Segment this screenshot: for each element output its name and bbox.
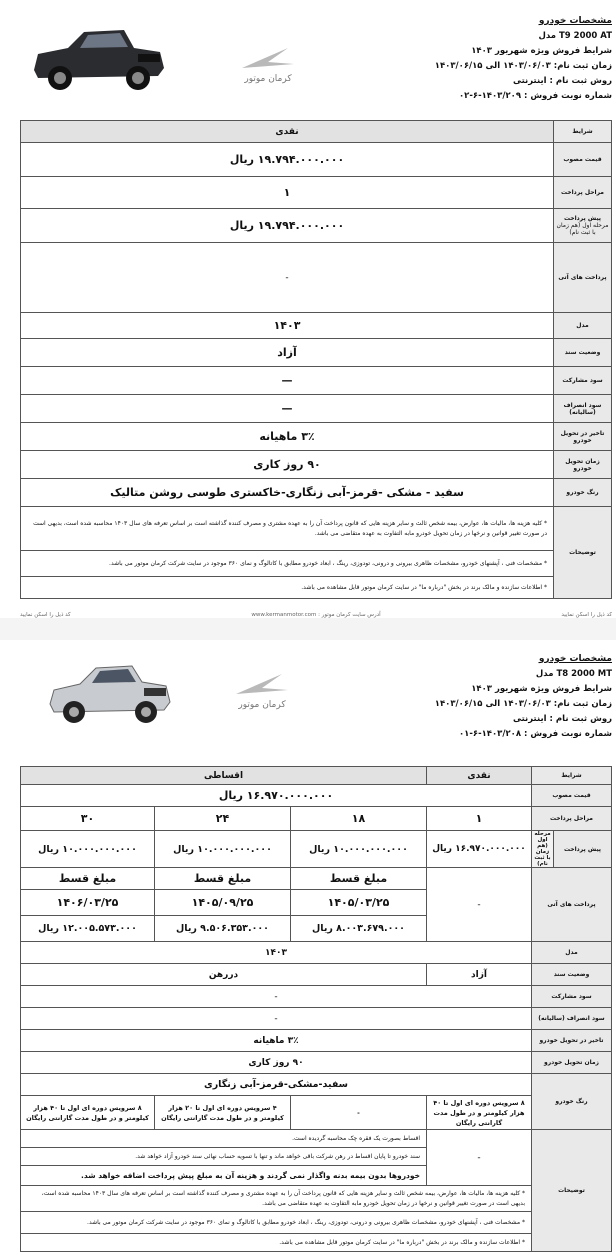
sale-line-2: شرایط فروش ویژه شهریور ۱۴۰۳: [471, 684, 612, 694]
installment-amount-18: ۸.۰۰۳.۶۷۹.۰۰۰ ریال: [291, 916, 427, 942]
value-profit-2: -: [21, 986, 532, 1008]
installment-date-30: ۱۴۰۶/۰۳/۲۵: [21, 890, 155, 916]
label-delivery-2: زمان تحویل خودرو: [532, 1052, 612, 1074]
installment-header-1: مبلغ قسط: [291, 868, 427, 890]
label-conditions: شرایط: [554, 121, 612, 143]
label-cancel-2: سود انصراف (سالیانه): [532, 1008, 612, 1030]
label-color: رنگ خودرو: [554, 479, 612, 507]
value-conditions: نقدی: [21, 121, 554, 143]
value-color: سفید - مشکی -قرمز-آبی زنگاری-خاکستری طوسی روشن متالیک: [21, 479, 554, 507]
label-color-2: رنگ خودرو: [532, 1074, 612, 1130]
install-note-1: اقساط بصورت یک فقره چک محاسبه گردیده است.: [21, 1130, 427, 1148]
installment-header-3: مبلغ قسط: [21, 868, 155, 890]
value-model: ۱۴۰۳: [21, 313, 554, 339]
pickup-truck-image-icon: [28, 18, 168, 98]
label-first-pay-2: پیش پرداخت: [554, 831, 612, 868]
note-2-3: * اطلاعات سازنده و مالک برند در بخش "درباره ما" در سایت کرمان موتور قابل مشاهده می باشد.: [21, 1234, 532, 1252]
note-1: * کلیه هزینه ها، مالیات ها، عوارض، بیمه شخص ثالث و سایر هزینه هایی که قانون پرداخت آن را به عهده مشتری و مصرف کننده گذاشته است بر اساس تعرفه های سال ۱۴۰۳ محاسبه شده است، بدیهی است در صورت تغییر قوانین و نرخها در زمان تحویل خودرو مابه التفاوت به عهده متقاضی می باشد.: [21, 507, 554, 551]
value-stages: ۱: [21, 177, 554, 209]
stages-24: ۲۴: [155, 807, 291, 831]
label-profit: سود مشارکت: [554, 367, 612, 395]
value-model-2: ۱۴۰۳: [21, 942, 532, 964]
note-3: * اطلاعات سازنده و مالک برند در بخش "درباره ما" در سایت کرمان موتور قابل مشاهده می باشد.: [21, 577, 554, 599]
label-first-pay-sub: مرحله اول (هم زمان با ثبت نام): [532, 831, 554, 868]
value-delivery: ۹۰ روز کاری: [21, 451, 554, 479]
installment-amount-24: ۹.۵۰۶.۳۵۳.۰۰۰ ریال: [155, 916, 291, 942]
conditions-table: [20, 120, 612, 599]
service-18: -: [291, 1096, 427, 1130]
service-24: ۴ سرویس دوره ای اول تا ۲۰ هزار کیلومتر و در طول مدت گارانتی رایگان: [155, 1096, 291, 1130]
label-notes: توضیحات: [554, 507, 612, 599]
value-color-2: سفید-مشکی-قرمز-آبی زنگاری: [21, 1074, 532, 1096]
model-line: مدل T9 2000 AT: [538, 31, 612, 41]
spec-title: مشخصات خودرو: [538, 16, 612, 26]
turn-number: شماره نوبت فروش : ۱۴۰۳/۲۰۹-۶-۰۲: [458, 91, 612, 101]
pickup-truck-silver-image-icon: [44, 652, 174, 732]
spec-title-2: مشخصات خودرو: [538, 654, 612, 664]
label-price-2: قیمت مصوب: [532, 785, 612, 807]
label-cancel: سود انصراف (سالیانه): [554, 395, 612, 423]
future-cash: -: [427, 868, 532, 942]
reg-method-2: روش ثبت نام : اینترنتی: [512, 714, 612, 724]
stages-30: ۳۰: [21, 807, 155, 831]
doc-cash: آزاد: [427, 964, 532, 986]
note-2-2: * مشخصات فنی ، آپشنهای خودرو، مشخصات ظاهری بیرونی و درونی، تودوزی، رینگ ، ابعاد خودرو مطابق با کاتالوگ و نمای ۳۶۰ موجود در سایت شرکت کرمان موتور می باشد.: [21, 1212, 532, 1234]
label-first-pay: پیش پرداخت مرحله اول (هم زمان با ثبت نام): [554, 209, 612, 243]
price-sheet-t9: [0, 0, 616, 618]
value-price-2: ۱۶.۹۷۰.۰۰۰.۰۰۰ ریال: [21, 785, 532, 807]
reg-time-2: زمان ثبت نام: ۱۴۰۳/۰۶/۰۳ الی ۱۴۰۳/۰۶/۱۵: [434, 699, 612, 709]
label-profit-2: سود مشارکت: [532, 986, 612, 1008]
value-profit: —: [21, 367, 554, 395]
label-conditions-2: شرایط: [532, 767, 612, 785]
stages-cash: ۱: [427, 807, 532, 831]
price-sheet-t8: [0, 640, 616, 1255]
value-first-pay: ۱۹.۷۹۴.۰۰۰.۰۰۰ ریال: [21, 209, 554, 243]
spec-block-2: [435, 652, 612, 742]
label-price: قیمت مصوب: [554, 143, 612, 177]
head-cash: نقدی: [427, 767, 532, 785]
value-future: -: [21, 243, 554, 313]
footer-code-2: کد ذیل را اسکن نمایید: [20, 612, 71, 618]
sale-line: شرایط فروش ویژه شهریور ۱۴۰۳: [471, 46, 612, 56]
label-model-2: مدل: [532, 942, 612, 964]
install-note-2: سند خودرو تا پایان اقساط در رهن شرکت باقی خواهد ماند و تنها با تسویه حساب نهائی سند خودرو آزاد خواهد شد.: [21, 1148, 427, 1166]
label-delay-2: تاخیر در تحویل خودرو: [532, 1030, 612, 1052]
install-note-3: خودروها بدون بیمه بدنه واگذار نمی گردند و هزینه آن به مبلغ پیش پرداخت اضافه خواهد شد.: [21, 1166, 427, 1186]
value-delivery-2: ۹۰ روز کاری: [21, 1052, 532, 1074]
logo-mark-icon: [232, 670, 292, 698]
turn-number-2: شماره نوبت فروش : ۱۴۰۳/۲۰۸-۶-۰۱: [458, 729, 612, 739]
head-installment: اقساطی: [21, 767, 427, 785]
reg-time: زمان ثبت نام: ۱۴۰۳/۰۶/۰۳ الی ۱۴۰۳/۰۶/۱۵: [434, 61, 612, 71]
label-model: مدل: [554, 313, 612, 339]
label-delivery: زمان تحویل خودرو: [554, 451, 612, 479]
label-future-2: پرداخت های آتی: [532, 868, 612, 942]
installment-date-24: ۱۴۰۵/۰۹/۲۵: [155, 890, 291, 916]
value-price: ۱۹.۷۹۴.۰۰۰.۰۰۰ ریال: [21, 143, 554, 177]
footer-site: آدرس سایت کرمان موتور : www.kermanmotor.com: [251, 612, 381, 618]
logo-mark-icon: [238, 44, 298, 72]
service-30: ۸ سرویس دوره ای اول تا ۴۰ هزار کیلومتر و در طول مدت گارانتی رایگان: [21, 1096, 155, 1130]
spec-block: [435, 14, 612, 104]
footer-code: کد ذیل را اسکن نمایید: [561, 612, 612, 618]
label-notes-2: توضیحات: [532, 1130, 612, 1252]
first-pay-cash: ۱۶.۹۷۰.۰۰۰.۰۰۰ ریال: [427, 831, 532, 868]
model-line-2: مدل T8 2000 MT: [535, 669, 612, 679]
first-pay-30: ۱۰.۰۰۰.۰۰۰.۰۰۰ ریال: [21, 831, 155, 868]
stages-18: ۱۸: [291, 807, 427, 831]
label-stages: مراحل پرداخت: [554, 177, 612, 209]
install-notes-cash: -: [427, 1130, 532, 1186]
installment-header-2: مبلغ قسط: [155, 868, 291, 890]
service-cash: ۸ سرویس دوره ای اول تا ۴۰ هزار کیلومتر و در طول مدت گارانتی رایگان: [427, 1096, 532, 1130]
value-cancel: —: [21, 395, 554, 423]
label-stages-2: مراحل پرداخت: [532, 807, 612, 831]
kerman-motor-logo-2: کرمان موتور: [232, 670, 292, 710]
value-delay-2: ۳٪ ماهیانه: [21, 1030, 532, 1052]
note-2-1: * کلیه هزینه ها، مالیات ها، عوارض، بیمه شخص ثالث و سایر هزینه هایی که قانون پرداخت آن را به عهده مشتری و مصرف کننده گذاشته است بر اساس تعرفه های سال ۱۴۰۳ محاسبه شده است، بدیهی است در صورت تغییر قوانین و نرخها در زمان تحویل خودرو مابه التفاوت به عهده متقاضی می باشد.: [21, 1186, 532, 1212]
first-pay-18: ۱۰.۰۰۰.۰۰۰.۰۰۰ ریال: [291, 831, 427, 868]
value-doc: آزاد: [21, 339, 554, 367]
label-doc: وضعیت سند: [554, 339, 612, 367]
installment-amount-30: ۱۲.۰۰۵.۵۷۳.۰۰۰ ریال: [21, 916, 155, 942]
kerman-motor-logo: کرمان موتور: [238, 44, 298, 84]
value-cancel-2: -: [21, 1008, 532, 1030]
label-delay: تاخیر در تحویل خودرو: [554, 423, 612, 451]
installment-date-18: ۱۴۰۵/۰۳/۲۵: [291, 890, 427, 916]
reg-method: روش ثبت نام : اینترنتی: [512, 76, 612, 86]
note-2: * مشخصات فنی ، آپشنهای خودرو، مشخصات ظاهری بیرونی و درونی، تودوزی، رینگ ، ابعاد خودرو مطابق با کاتالوگ و نمای ۳۶۰ موجود در سایت شرکت کرمان موتور می باشد.: [21, 551, 554, 577]
label-future: پرداخت های آتی: [554, 243, 612, 313]
conditions-table-2: [20, 766, 612, 1252]
first-pay-24: ۱۰.۰۰۰.۰۰۰.۰۰۰ ریال: [155, 831, 291, 868]
sheet-separator: [0, 618, 616, 640]
doc-installment: دررهن: [21, 964, 427, 986]
label-doc-2: وضعیت سند: [532, 964, 612, 986]
value-delay: ۳٪ ماهیانه: [21, 423, 554, 451]
